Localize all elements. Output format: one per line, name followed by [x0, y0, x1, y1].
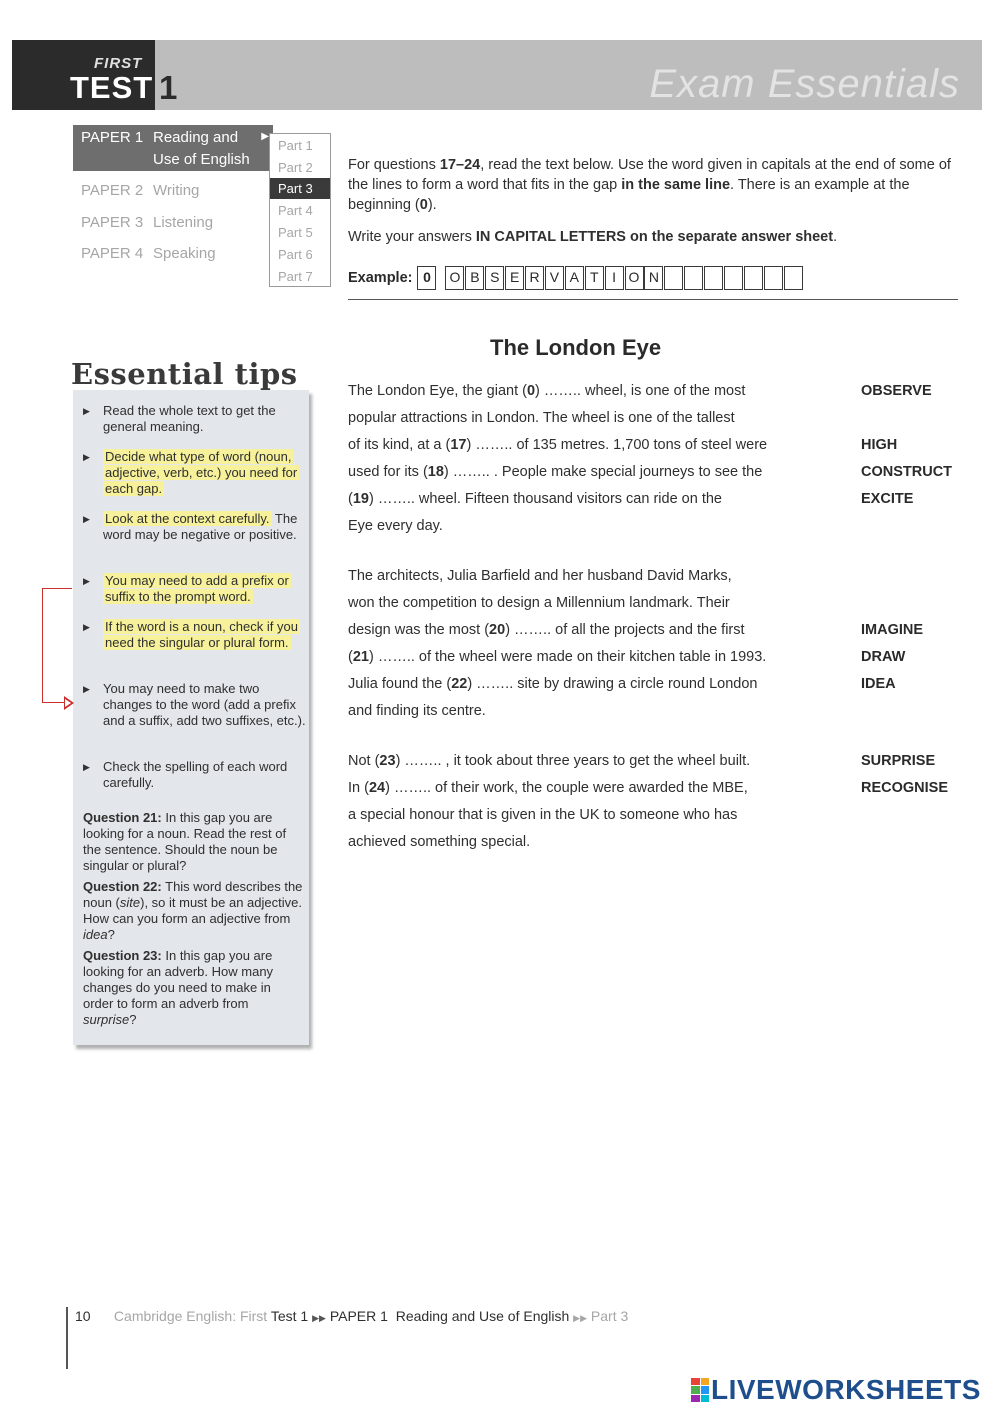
logo-grid-cell [701, 1395, 710, 1402]
question-number: 21 [352, 649, 369, 665]
example-letter-box: S [485, 266, 504, 290]
parts-list [269, 133, 331, 287]
passage-line: Julia found the (22) …….. site by drawing a circle round London [348, 676, 758, 692]
header-first: FIRST [94, 55, 143, 72]
passage-line: popular attractions in London. The wheel is one of the tallest [348, 410, 735, 426]
passage-line: and finding its centre. [348, 703, 486, 719]
nav-paper-4[interactable] [81, 245, 216, 262]
tip-highlight: If the word is a noun, check if you need the singular or plural form. [105, 619, 298, 650]
cue-word: RECOGNISE [861, 780, 949, 796]
passage-line: won the competition to design a Millennium landmark. Their [348, 595, 730, 611]
passage-line: The architects, Julia Barfield and her husband David Marks, [348, 568, 732, 584]
example-row [348, 265, 804, 291]
bullet-arrow-icon: ▶ [83, 684, 90, 694]
part-4[interactable]: Part 4 [278, 203, 313, 218]
example-label: Example: [348, 270, 413, 286]
part-7[interactable]: Part 7 [278, 269, 313, 284]
bullet-arrow-icon: ▶ [83, 514, 90, 524]
passage-line: The London Eye, the giant (0) …….. wheel, is one of the most [348, 383, 746, 399]
question-number: 22 [451, 676, 468, 692]
bullet-arrow-icon: ▶ [83, 762, 90, 772]
example-letter-box: N [644, 266, 663, 290]
header-brand: Exam Essentials [649, 62, 960, 106]
cue-word: HIGH [861, 437, 898, 453]
nav-paper-2[interactable] [81, 182, 200, 199]
liveworksheets-logo[interactable] [691, 1374, 981, 1406]
logo-grid-cell [701, 1378, 710, 1385]
tips-box: ▶ Read the whole text to get the general meaning. ▶ Decide what type of word (noun, adjective, verb, etc.) you need for each gap. ▶ Look at the context carefully. The word may be negative or positive. ▶ You may need to add a prefix or suffix to the prompt word. ▶ If the word is a noun, check if you need the singular or plural form. ▶ You may need to make two changes to the word (add a prefix and a suffix, add two suffixes, etc.). ▶ Check the spelling of each word carefully. Question 21: In this gap you are looking for a noun. Read the rest of the sentence. Should the noun be singular or plural? Question 22: This word describes the noun (site), so it must be an adjective. How can you form an adjective from idea? Question 23: In this gap you are looking for an adverb. How many changes do you need to make in order to form an adverb from surprise? [73, 390, 309, 1045]
tip-highlight: You may need to add a prefix or suffix to the prompt word. [105, 573, 289, 604]
passage-line: In (24) …….. of their work, the couple were awarded the MBE, [348, 780, 748, 796]
nav-paper-1-active[interactable] [73, 125, 273, 171]
part-3-active[interactable]: Part 3 [270, 178, 330, 199]
logo-grid-cell [691, 1386, 700, 1393]
example-letter-box: O [625, 266, 644, 290]
divider [348, 299, 958, 300]
question-number: 24 [368, 780, 386, 796]
example-letter-box: B [465, 266, 484, 290]
passage-title: The London Eye [490, 335, 662, 360]
passage-line: used for its (18) …….. . People make special journeys to see the [348, 464, 763, 480]
bullet-arrow-icon: ▶ [83, 622, 90, 632]
bullet-arrow-icon: ▶ [83, 406, 90, 416]
nav-paper-number: PAPER 2 [81, 182, 144, 199]
part-5[interactable]: Part 5 [278, 225, 313, 240]
nav-paper-number: PAPER 1 [81, 129, 144, 146]
cue-word: IDEA [861, 676, 896, 692]
footer-series: Cambridge English: First [113, 1308, 268, 1324]
example-letter-box [764, 266, 783, 290]
cue-word: IMAGINE [861, 622, 924, 638]
instructions-paragraph-2: Write your answers IN CAPITAL LETTERS on the separate answer sheet. [348, 229, 838, 245]
cue-word: OBSERVE [861, 383, 932, 399]
footer-test: Test 1 [270, 1308, 309, 1324]
nav-paper-name: Listening [153, 214, 214, 231]
footer-part: Part 3 [590, 1308, 629, 1324]
example-number-box: 0 [417, 266, 436, 290]
example-letter-box: I [605, 266, 624, 290]
nav-paper-name: Writing [153, 182, 200, 199]
logo-grid-icon [691, 1378, 709, 1402]
red-bracket-annotation [42, 588, 72, 703]
nav-paper-name-line2: Use of English [153, 151, 250, 168]
part-6[interactable]: Part 6 [278, 247, 313, 262]
question-number: 20 [489, 622, 506, 638]
footer-arrow-icon: ▶▶ [312, 1313, 326, 1323]
question-number: 19 [352, 491, 369, 507]
passage-line: achieved something special. [348, 834, 531, 850]
nav-paper-name-line1: Reading and [153, 129, 239, 146]
footer-arrow-icon: ▶▶ [573, 1313, 588, 1323]
question-number: 18 [427, 464, 444, 480]
page-number: 10 [75, 1308, 91, 1324]
nav-paper-number: PAPER 3 [81, 214, 144, 231]
logo-grid-cell [691, 1378, 700, 1385]
header-test-number: 1 [159, 69, 178, 106]
question-21-note: Question 21: In this gap you are looking for a noun. Read the rest of the sentence. Should the noun be singular or plural? [83, 810, 287, 873]
question-number: 23 [379, 753, 396, 769]
cue-word: EXCITE [861, 491, 914, 507]
example-letter-box: O [445, 266, 464, 290]
cue-word: DRAW [861, 649, 906, 665]
footer [75, 1308, 628, 1324]
tip-highlight: Decide what type of word (noun, adjective, verb, etc.) you need for each gap. [105, 449, 298, 496]
nav-paper-name: Speaking [153, 245, 216, 262]
example-letter-box [784, 266, 803, 290]
red-arrow-inner [65, 699, 71, 707]
nav-arrow-icon: ▶ [261, 131, 269, 142]
bullet-arrow-icon: ▶ [83, 452, 90, 462]
passage-line: (21) …….. of the wheel were made on their kitchen table in 1993. [348, 649, 767, 665]
question-number: 0 [526, 383, 536, 399]
example-letter-box: A [565, 266, 584, 290]
cue-word: CONSTRUCT [861, 464, 953, 480]
logo-grid-cell [691, 1395, 700, 1402]
cue-word: SURPRISE [861, 753, 936, 769]
question-23-note: Question 23: In this gap you are looking for an adverb. How many changes do you need to make in order to form an adverb from surprise? [83, 948, 274, 1027]
nav-paper-3[interactable] [81, 214, 214, 231]
example-letter-box [684, 266, 703, 290]
passage-line: a special honour that is given in the UK to someone who has [348, 807, 738, 823]
example-letter-box [744, 266, 763, 290]
instructions-paragraph-1: For questions 17–24, read the text below. Use the word given in capitals at the end of some of the lines to form a word that fits in the gap in the same line. There is an example at the beginning (0). [348, 157, 951, 213]
tip-highlight: Look at the context carefully. [105, 511, 270, 526]
passage-line: design was the most (20) …….. of all the projects and the first [348, 622, 745, 638]
example-letter-box: V [545, 266, 564, 290]
example-letter-box: R [525, 266, 544, 290]
footer-paper-name: Reading and Use of English [395, 1308, 570, 1324]
question-22-note: Question 22: This word describes the noun (site), so it must be an adjective. How can you form an adjective from idea? [83, 879, 303, 942]
header-test-block [12, 40, 155, 110]
footer-paper-number: PAPER 1 [329, 1308, 388, 1324]
passage-line: Not (23) …….. , it took about three years to get the wheel built. [348, 753, 751, 769]
nav-paper-number: PAPER 4 [81, 245, 144, 262]
part-2[interactable]: Part 2 [278, 160, 313, 175]
logo-grid-cell [701, 1386, 710, 1393]
example-letter-box [664, 266, 683, 290]
example-letter-box: E [505, 266, 524, 290]
example-letter-box: T [585, 266, 604, 290]
question-number: 17 [450, 437, 467, 453]
passage-line: Eye every day. [348, 518, 443, 534]
part-1[interactable]: Part 1 [278, 138, 313, 153]
header-bar [12, 40, 982, 110]
logo-text: LIVEWORKSHEETS [711, 1374, 981, 1405]
footer-rule [66, 1307, 68, 1369]
example-letter-box [704, 266, 723, 290]
passage-line: of its kind, at a (17) …….. of 135 metres. 1,700 tons of steel were [348, 437, 768, 453]
passage-line: (19) …….. wheel. Fifteen thousand visitors can ride on the [348, 491, 722, 507]
tips-title: Essential tips [71, 357, 298, 391]
bullet-arrow-icon: ▶ [83, 576, 90, 586]
header-test: TEST [70, 70, 154, 105]
example-letter-box [724, 266, 743, 290]
